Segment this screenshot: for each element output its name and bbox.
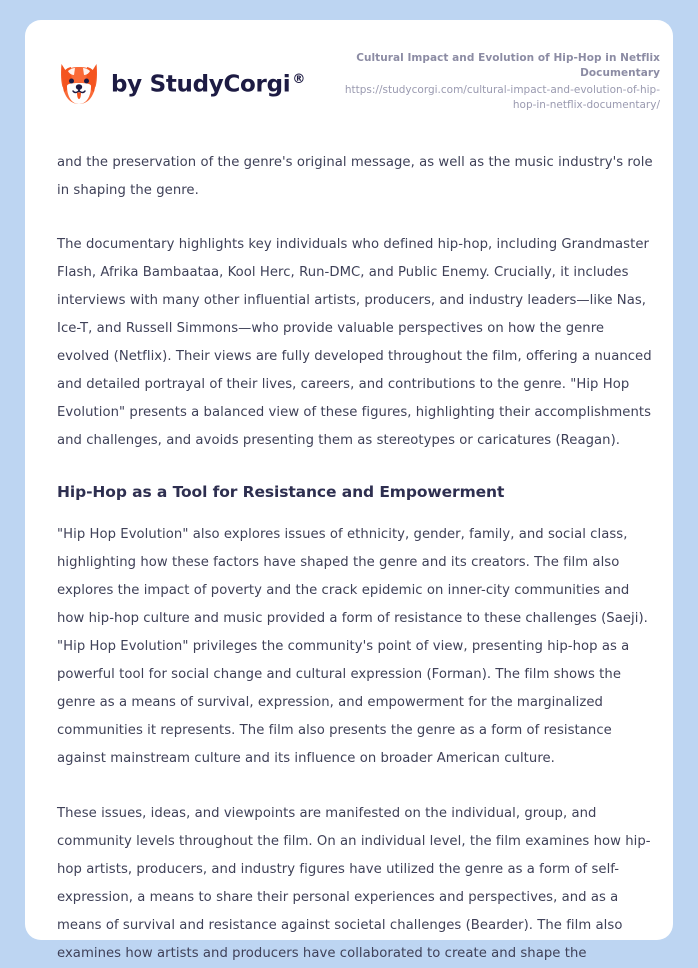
document-title: Cultural Impact and Evolution of Hip-Hop in Netflix Documentary — [356, 52, 660, 79]
document-page-card — [25, 20, 673, 961]
section-heading: Hip-Hop as a Tool for Resistance and Empowerment — [57, 482, 505, 501]
body-paragraph: and the preservation of the genre's original message, as well as the music industry's role in shaping the genre. — [57, 154, 653, 198]
brand-name — [111, 73, 305, 97]
document-url[interactable]: https://studycorgi.com/cultural-impact-and-evolution-of-hip-hop-in-netflix-documentary/ — [344, 83, 660, 111]
document-meta — [330, 47, 660, 113]
document-body — [25, 149, 673, 968]
brand-name-text: by StudyCorgi — [111, 71, 291, 98]
body-paragraph: "Hip Hop Evolution" also explores issues of ethnicity, gender, family, and social class, highlighting how these factors have shaped the genre and its creators. The film also explores the impact of poverty and the crack epidemic on inner-city communities and how hip-hop culture and music provided a form of resistance to these challenges (Saeji). "Hip Hop Evolution" privileges the community's point of view, presenting hip-hop as a powerful tool for social change and cultural expression (Forman). The film shows the genre as a means of survival, expression, and empowerment for the marginalized communities it represents. The film also presents the genre as a form of resistance against mainstream culture and its influence on broader American culture. — [57, 526, 648, 766]
document-header — [25, 20, 673, 113]
corgi-face-icon — [58, 62, 100, 107]
body-paragraph: The documentary highlights key individuals who defined hip-hop, including Grandmaster Flash, Afrika Bambaataa, Kool Herc, Run-DMC, and Public Enemy. Crucially, it includes interviews with many other influential artists, producers, and industry leaders—like Nas, Ice-T, and Russell Simmons—who provide valuable perspectives on how the genre evolved (Netflix). Their views are fully developed throughout the film, offering a nuanced and detailed portrayal of their lives, careers, and contributions to the genre. "Hip Hop Evolution" presents a balanced view of these figures, highlighting their accomplishments and challenges, and avoids presenting them as stereotypes or caricatures (Reagan). — [57, 236, 652, 448]
body-paragraph: These issues, ideas, and viewpoints are manifested on the individual, group, and community levels throughout the film. On an individual level, the film examines how hip-hop artists, producers, and industry figures have utilized the genre as a form of self-expression, a means to share their personal experiences and perspectives, and as a means of survival and resistance against societal challenges (Bearder). The film also examines how artists and producers have collaborated to create and shape the — [57, 805, 651, 961]
registered-trademark-icon: ® — [292, 71, 306, 87]
studycorgi-branding — [58, 47, 305, 107]
